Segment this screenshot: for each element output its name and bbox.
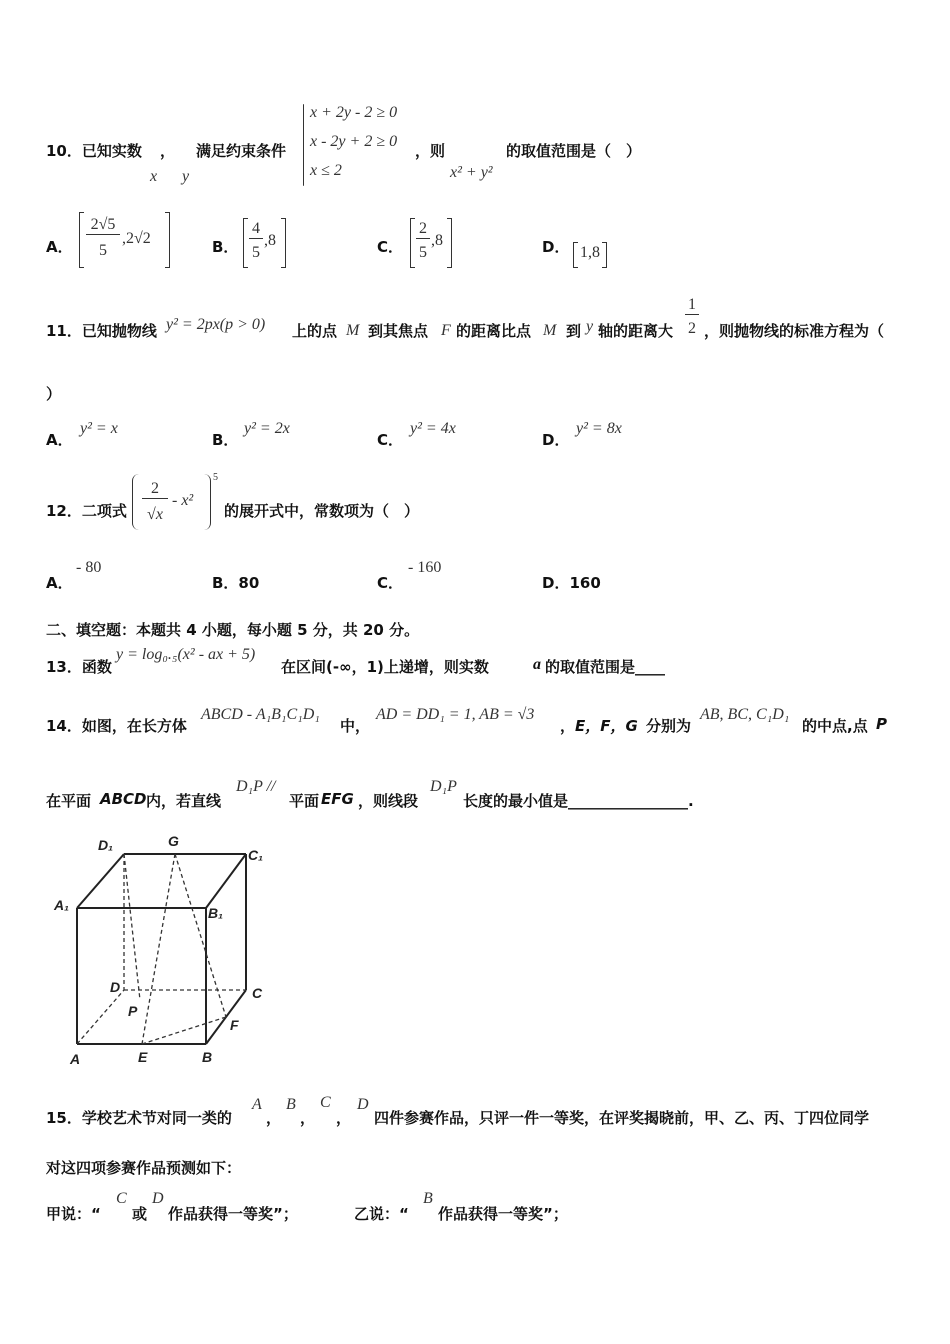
q11-frac-num: 1: [685, 296, 699, 315]
q10-constraint-2: x - 2y + 2 ≥ 0: [310, 133, 398, 150]
q13-stem-b: 在区间(-∞，1)上递增，则实数: [281, 658, 489, 676]
q10-option-c-rest: ,8: [431, 232, 443, 249]
q12-power: 5: [213, 472, 218, 483]
q12-option-d-label: D．160: [542, 574, 601, 592]
q14-stem-e: 的中点,点: [802, 717, 868, 735]
q10-option-b-num: 4: [249, 220, 263, 239]
q14-plane-abcd: ABCD: [100, 790, 147, 808]
q14-line2-e: 长度的最小值是________________.: [463, 792, 694, 810]
label-a: A: [70, 1051, 81, 1067]
q11-option-c-text: y² = 4x: [410, 420, 456, 437]
q11-axis-y: y: [586, 318, 594, 335]
q11-equation: y² = 2px(p > 0): [166, 316, 266, 333]
q14-stem-c: ，: [560, 717, 576, 735]
label-e: E: [138, 1049, 148, 1065]
q15-yi-a: 乙说：“: [354, 1205, 409, 1223]
q10-expression: x² + y²: [450, 164, 493, 181]
q10-option-a-bracket-right: [165, 212, 170, 268]
q15-yi-b-work: B: [423, 1190, 433, 1207]
section-2-heading: 二、填空题：本题共 4 小题，每小题 5 分，共 20 分。: [46, 621, 420, 639]
q12-stem-b: 的展开式中，常数项为（ ）: [224, 502, 420, 520]
q12-option-a-label: A．: [46, 574, 73, 592]
q12-frac-den: √x: [147, 506, 163, 523]
q12-option-c-text: - 160: [408, 559, 442, 576]
q11-point-m-2: M: [543, 322, 557, 339]
q12-minus-term: - x²: [172, 492, 194, 509]
q14-solid: ABCD - A₁B₁C₁D₁: [201, 706, 320, 723]
q10-option-c-num: 2: [416, 220, 430, 239]
q10-then: ，则: [415, 142, 446, 160]
q14-stem-a: 14．如图，在长方体: [46, 717, 187, 735]
q10-option-b-den: 5: [252, 244, 260, 261]
q13-function: y = log₀.₅(x² - ax + 5): [116, 646, 256, 663]
q15-work-d: D: [357, 1096, 369, 1113]
q11-option-d-label: D．: [542, 431, 570, 449]
line-g-e: [142, 854, 175, 1044]
q15-yi-b: 作品获得一等奖”；: [438, 1205, 568, 1223]
q10-option-c-label: C．: [377, 238, 404, 256]
q14-d1p-parallel: D₁P //: [236, 778, 276, 795]
q12-option-a-text: - 80: [76, 559, 102, 576]
q15-line-2: 对这四项参赛作品预测如下：: [46, 1159, 242, 1177]
q11-stem-e: 到: [566, 322, 582, 340]
q15-jia-or: 或: [132, 1205, 148, 1223]
q15-sep-1: ，: [266, 1109, 282, 1127]
q12-option-c-label: C．: [377, 574, 404, 592]
label-p: P: [128, 1003, 138, 1019]
label-c: C: [252, 985, 263, 1001]
label-g: G: [168, 833, 179, 849]
q11-option-a-label: A．: [46, 431, 73, 449]
q11-point-m: M: [346, 322, 360, 339]
q15-jia-d: D: [152, 1190, 164, 1207]
label-c1: C₁: [248, 847, 264, 863]
q11-stem-a: 11．已知抛物线: [46, 322, 157, 340]
q10-option-a-den: 5: [99, 242, 107, 259]
q11-focus-f: F: [441, 322, 451, 339]
q11-option-b-label: B．: [212, 431, 239, 449]
line-e-f: [142, 1017, 226, 1044]
edge-a1-d1: [77, 854, 124, 908]
q14-line2-d: ，则线段: [358, 792, 419, 810]
q12-paren-left: [132, 474, 139, 530]
q14-line2-c: 平面: [289, 792, 320, 810]
q10-option-a-bracket-left: [79, 212, 84, 268]
q10-option-b-bracket-right: [281, 218, 286, 268]
q15-work-a: A: [252, 1096, 262, 1113]
q14-point-p: P: [876, 715, 887, 733]
q10-comma: ，: [160, 142, 176, 160]
q10-constraint-3: x ≤ 2: [310, 162, 342, 179]
q10-option-c-den: 5: [419, 244, 427, 261]
q15-jia-a: 甲说：“: [46, 1205, 101, 1223]
label-b: B: [202, 1049, 213, 1065]
q12-paren-right: [204, 474, 211, 530]
q12-stem-a: 12．二项式: [46, 502, 127, 520]
q15-stem-a: 15．学校艺术节对同一类的: [46, 1109, 232, 1127]
label-f: F: [230, 1017, 239, 1033]
q10-stem-a: 10．已知实数: [46, 142, 142, 160]
q10-option-c-bracket-right: [447, 218, 452, 268]
q10-option-d-bracket-left: [573, 242, 578, 268]
q10-option-d-text: 1,8: [580, 244, 600, 261]
q15-jia-b: 作品获得一等奖”；: [168, 1205, 298, 1223]
q13-stem-c: 的取值范围是____: [545, 658, 666, 676]
q14-efg: E，F，G: [575, 717, 638, 735]
q14-stem-b: 中，: [340, 717, 371, 735]
q11-option-c-label: C．: [377, 431, 404, 449]
q11-stem-f: 轴的距离大: [598, 322, 674, 340]
q14-line2-b: 内，若直线: [146, 792, 222, 810]
q14-midpoints: AB, BC, C₁D₁: [700, 706, 790, 723]
q14-condition: AD = DD₁ = 1, AB = √3: [376, 706, 535, 723]
q15-sep-3: ，: [336, 1109, 352, 1127]
q14-cuboid-figure: [40, 830, 280, 1070]
q14-plane-efg: EFG: [321, 790, 354, 808]
q14-stem-d: 分别为: [646, 717, 692, 735]
q15-work-b: B: [286, 1096, 296, 1113]
q10-stem-b: 满足约束条件: [196, 142, 287, 160]
q15-sep-2: ，: [300, 1109, 316, 1127]
q11-option-d-text: y² = 8x: [576, 420, 622, 437]
q10-stem-c: 的取值范围是（ ）: [506, 142, 642, 160]
q10-constraint-1: x + 2y - 2 ≥ 0: [310, 104, 398, 121]
hidden-edge-a-d: [77, 990, 124, 1044]
q10-system-brace: [303, 104, 304, 186]
q10-option-b-label: B．: [212, 238, 239, 256]
label-d: D: [110, 979, 121, 995]
q11-stem-d: 的距离比点: [456, 322, 532, 340]
q10-option-a-num: 2√5: [86, 216, 120, 235]
q10-option-b-rest: ,8: [264, 232, 276, 249]
q11-frac-den: 2: [688, 320, 696, 337]
label-d1: D₁: [98, 837, 114, 853]
line-d1-p: [124, 854, 140, 1000]
q15-work-c: C: [320, 1094, 331, 1111]
q10-var-y: y: [182, 168, 190, 185]
q11-option-a-text: y² = x: [80, 420, 118, 437]
q14-segment-d1p: D₁P: [430, 778, 457, 795]
q10-option-d-label: D．: [542, 238, 570, 256]
edge-b1-c1: [206, 854, 246, 908]
line-g-f: [175, 854, 226, 1017]
q10-option-a-rest: ,2√2: [122, 230, 151, 247]
q12-frac-num: 2: [142, 480, 168, 499]
q11-stem-c: 到其焦点: [368, 322, 429, 340]
q11-stem-b: 上的点: [292, 322, 338, 340]
q11-option-b-text: y² = 2x: [244, 420, 290, 437]
q14-line2-a: 在平面: [46, 792, 92, 810]
q13-stem-a: 13．函数: [46, 658, 112, 676]
q10-option-c-bracket-left: [410, 218, 415, 268]
q10-option-a-label: A．: [46, 238, 73, 256]
label-b1: B₁: [208, 905, 224, 921]
q10-var-x: x: [150, 168, 158, 185]
q15-stem-b: 四件参赛作品，只评一件一等奖，在评奖揭晓前，甲、乙、丙、丁四位同学: [374, 1109, 870, 1127]
q12-option-b-label: B．80: [212, 574, 260, 592]
label-a1: A₁: [54, 897, 70, 913]
q11-stem-g: ，则抛物线的标准方程为（: [704, 322, 885, 340]
q10-option-d-bracket-right: [602, 242, 607, 268]
q10-option-b-bracket-left: [243, 218, 248, 268]
q11-close: ）: [46, 385, 62, 403]
q13-param-a: a: [533, 656, 541, 673]
q15-jia-c: C: [116, 1190, 127, 1207]
